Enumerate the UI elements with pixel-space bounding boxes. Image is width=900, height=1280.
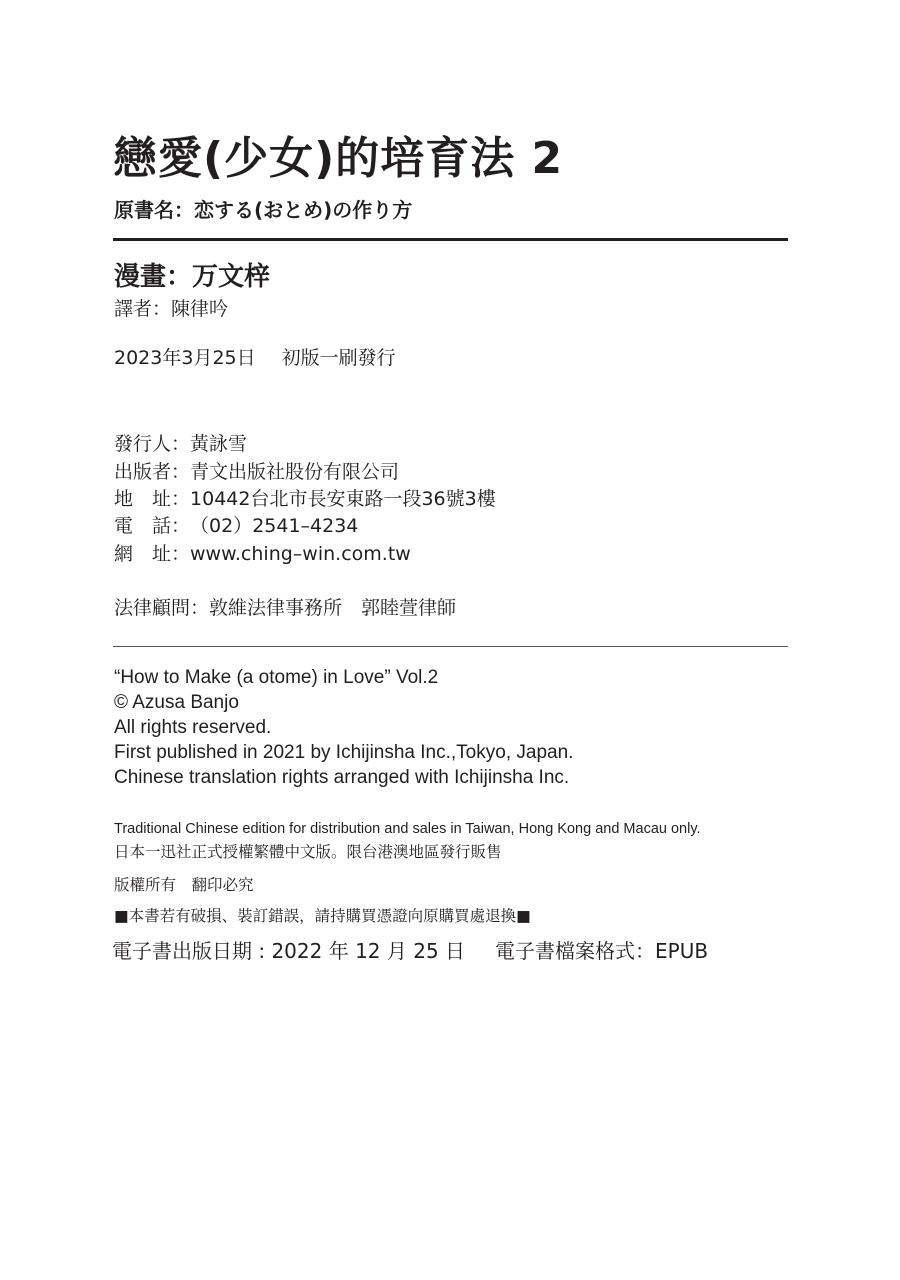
copyright-line: “How to Make (a otome) in Love” Vol.2 bbox=[114, 667, 439, 688]
info-value: 黃詠雪 bbox=[190, 433, 248, 455]
publisher-info-row bbox=[114, 460, 399, 484]
damage-notice: ■本書若有破損、裝訂錯誤，請持購買憑證向原購買處退換■ bbox=[114, 907, 531, 925]
info-label: 電 話： bbox=[114, 515, 191, 537]
copyright-line: First published in 2021 by Ichijinsha Inc.,Tokyo, Japan. bbox=[114, 742, 574, 763]
copyright-block bbox=[114, 665, 573, 790]
website-link[interactable]: www.ching–win.com.tw bbox=[190, 543, 411, 565]
publication-edition: 初版一刷發行 bbox=[281, 347, 396, 369]
info-value: 青文出版社股份有限公司 bbox=[190, 461, 400, 483]
book-title: 戀愛(少女)的培育法 2 bbox=[113, 133, 564, 184]
info-label: 網 址： bbox=[114, 543, 191, 565]
info-label: 地 址： bbox=[114, 488, 191, 510]
publisher-info-row bbox=[114, 514, 358, 538]
info-label: 出版者： bbox=[114, 461, 191, 483]
info-value: 10442台北市長安東路一段36號3樓 bbox=[190, 488, 496, 510]
info-value: （02）2541–4234 bbox=[190, 515, 359, 537]
original-title: 原書名：恋する(おとめ)の作り方 bbox=[114, 198, 413, 222]
ebook-file-format: 電子書檔案格式：EPUB bbox=[495, 939, 709, 963]
legal-counsel: 法律顧問：敦維法律事務所 郭睦萱律師 bbox=[114, 597, 457, 619]
copyright-line: © Azusa Banjo bbox=[114, 692, 239, 713]
publisher-info-row bbox=[114, 432, 247, 456]
section-divider bbox=[113, 646, 788, 647]
info-label: 發行人： bbox=[114, 433, 191, 455]
publication-date bbox=[114, 346, 396, 370]
edition-notice-chinese: 日本一迅社正式授權繁體中文版。限台港澳地區發行販售 bbox=[114, 843, 502, 861]
translator-credit: 譯者：陳律吟 bbox=[114, 298, 229, 320]
illustrator-credit: 漫畫：万文梓 bbox=[114, 262, 271, 292]
ebook-publish-date: 電子書出版日期 : 2022 年 12 月 25 日 bbox=[112, 939, 466, 963]
publication-date-value: 2023年3月25日 bbox=[114, 347, 256, 369]
title-divider bbox=[113, 238, 788, 241]
edition-notice-english: Traditional Chinese edition for distribution and sales in Taiwan, Hong Kong and Macau only. bbox=[114, 821, 701, 837]
copyright-line: All rights reserved. bbox=[114, 717, 272, 738]
publisher-info-row bbox=[114, 487, 496, 511]
publisher-info-row bbox=[114, 542, 411, 566]
rights-notice: 版權所有 翻印必究 bbox=[114, 876, 254, 894]
copyright-line: Chinese translation rights arranged with Ichijinsha Inc. bbox=[114, 767, 570, 788]
